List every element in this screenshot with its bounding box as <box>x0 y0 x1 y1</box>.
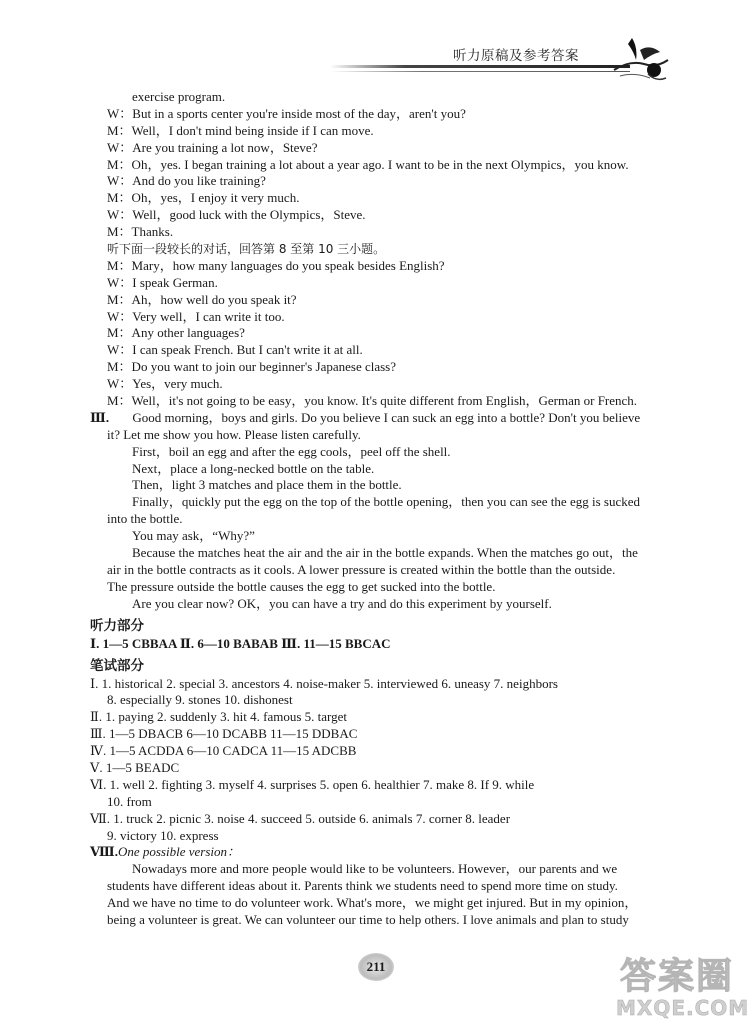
passage-line: The pressure outside the bottle causes the egg to get sucked into the bottle. <box>107 578 496 594</box>
essay-heading <box>90 844 670 861</box>
answer-line: Ⅶ. 1. truck 2. picnic 3. noise 4. succeed 5. outside 6. animals 7. corner 8. leader <box>90 810 511 826</box>
answer-line: Ⅰ. 1. historical 2. special 3. ancestors 4. noise-maker 5. interviewed 6. uneasy 7. neighbors <box>90 675 558 691</box>
transcript-line: M：Oh，yes. I began training a lot about a year ago. I want to be in the next Olympics，you know. <box>107 156 629 172</box>
transcript-line: M：Oh，yes，I enjoy it very much. <box>107 190 300 206</box>
passage-line: Finally，quickly put the egg on the top of the bottle opening，then you can see the egg is sucked <box>132 494 640 510</box>
ink-brush-logo-icon <box>610 30 672 88</box>
passage-step: First，boil an egg and after the egg cools，peel off the shell. <box>132 443 451 459</box>
transcript-line: M：Well，it's not going to be easy，you know. It's quite different from English，German or French. <box>107 393 638 409</box>
answer-line: 8. especially 9. stones 10. dishonest <box>107 692 293 708</box>
passage-step: Next，place a long-necked bottle on the table. <box>132 460 375 476</box>
listening-answers: Ⅰ. 1—5 CBBAA Ⅱ. 6—10 BABAB Ⅲ. 11—15 BBCAC <box>90 635 391 651</box>
header-rule-thin <box>330 71 630 72</box>
transcript-line: exercise program. <box>132 89 226 104</box>
transcript-line: W：Are you training a lot now，Steve? <box>107 139 318 155</box>
listening-heading: 听力部分 <box>90 617 144 634</box>
section-number: Ⅷ. <box>90 844 118 860</box>
transcript-line: W：Very well，I can write it too. <box>107 308 285 324</box>
passage-line: it? Let me show you how. Please listen carefully. <box>107 426 361 442</box>
passage-line: into the bottle. <box>107 511 183 527</box>
transcript-line: W：And do you like training? <box>107 173 266 189</box>
essay-line: Nowadays more and more people would like to be volunteers. However，our parents and we <box>132 861 618 877</box>
transcript-line: M：Ah，how well do you speak it? <box>107 291 297 307</box>
passage-line: Because the matches heat the air and the air in the bottle expands. When the matches go out，the <box>132 545 638 561</box>
section-number: Ⅲ. <box>90 409 110 425</box>
transcript-line: W：I speak German. <box>107 274 218 290</box>
transcript-line: W：I can speak French. But I can't write it at all. <box>107 342 363 358</box>
header-rule <box>330 65 630 68</box>
answer-line: Ⅵ. 1. well 2. fighting 3. myself 4. surprises 5. open 6. healthier 7. make 8. If 9. while <box>90 776 535 792</box>
dialogue-instruction: 听下面一段较长的对话，回答第 8 至第 10 三小题。 <box>107 242 386 257</box>
page-number: 211 <box>358 953 394 981</box>
passage-text: Good morning，boys and girls. Do you believe I can suck an egg into a bottle? Don't you believe <box>132 409 641 425</box>
transcript-line: M：Mary，how many languages do you speak besides English? <box>107 257 445 273</box>
transcript-line: M：Do you want to join our beginner's Japanese class? <box>107 359 397 375</box>
essay-line: students have different ideas about it. Parents think we students need to spend more time on study. <box>107 878 618 894</box>
answer-line: Ⅳ. 1—5 ACDDA 6—10 CADCA 11—15 ADCBB <box>90 743 357 759</box>
transcript-line: M：Any other languages? <box>107 325 245 341</box>
transcript-line: W：Yes，very much. <box>107 376 223 392</box>
passage-line: You may ask，“Why?” <box>132 528 255 544</box>
passage-line: air in the bottle contracts as it cools. A lower pressure is created within the bottle than the outside. <box>107 561 616 577</box>
watermark-text: 答案圈 <box>620 956 735 997</box>
answer-line: Ⅱ. 1. paying 2. suddenly 3. hit 4. famous 5. target <box>90 709 348 725</box>
watermark-logo <box>612 948 750 1020</box>
passage-line: Are you clear now? OK，you can have a try and do this experiment by yourself. <box>132 595 552 611</box>
written-heading: 笔试部分 <box>90 657 144 674</box>
watermark-url: MXQE.COM <box>616 996 750 1020</box>
page-content <box>90 89 670 929</box>
essay-line: being a volunteer is great. We can volunteer our time to help others. I love animals and plan to study <box>107 911 629 927</box>
answer-line: Ⅴ. 1—5 BEADC <box>90 759 180 775</box>
answer-line: 10. from <box>107 793 152 809</box>
answer-line: Ⅲ. 1—5 DBACB 6—10 DCABB 11—15 DDBAC <box>90 726 358 742</box>
transcript-line: W：Well，good luck with the Olympics，Steve. <box>107 207 366 223</box>
essay-line: And we have no time to do volunteer work. What's more，we might get injured. But in my opinion， <box>107 895 638 911</box>
running-header-title: 听力原稿及参考答案 <box>453 48 579 64</box>
version-label: One possible version： <box>117 844 240 860</box>
passage-first-line <box>90 410 670 427</box>
answer-line: 9. victory 10. express <box>107 827 219 843</box>
transcript-line: M：Thanks. <box>107 224 174 240</box>
transcript-line: W：But in a sports center you're inside most of the day，aren't you? <box>107 105 466 121</box>
transcript-line: M：Well，I don't mind being inside if I can move. <box>107 122 374 138</box>
passage-step: Then，light 3 matches and place them in the bottle. <box>132 477 402 493</box>
